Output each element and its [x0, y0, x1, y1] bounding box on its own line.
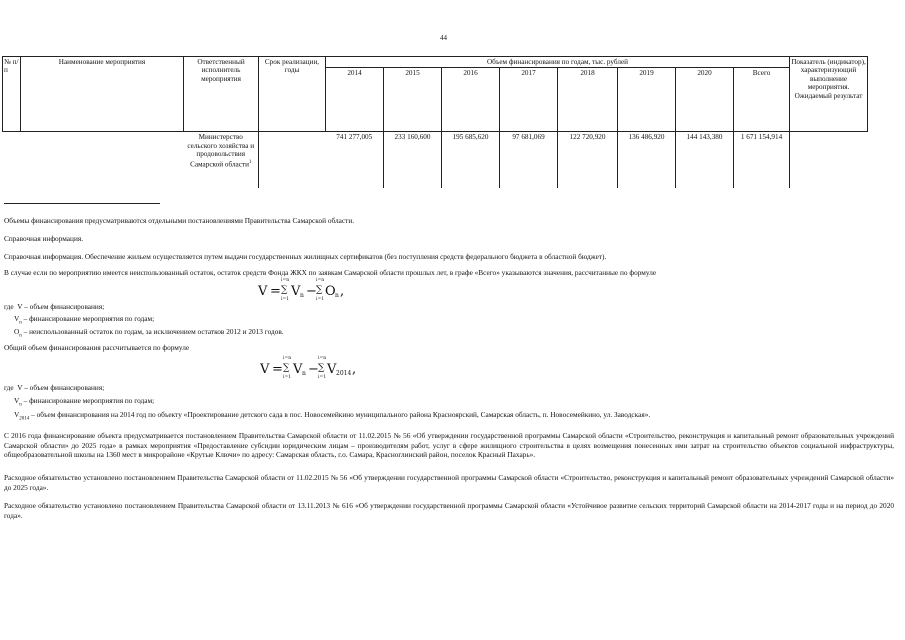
def-vn-2: $V_n$ – финансирование мероприятия по годам; — [14, 396, 155, 408]
row-value: 136 486,920 — [618, 132, 676, 188]
def-vn-1: $V_n$ – финансирование мероприятия по годам; — [14, 314, 155, 326]
row-total: 1 671 154,914 — [734, 132, 790, 188]
row-value: 195 685,620 — [442, 132, 500, 188]
header-year: 2020 — [676, 68, 734, 132]
financing-table — [2, 56, 868, 188]
header-event-name: Наименование мероприятия — [21, 57, 184, 132]
header-financing: Объем финансирования по годам, тыс. рублей — [326, 57, 790, 68]
formula-1: V = i=n ∑ i=1 V n − i=n ∑ i=1 O n , — [258, 278, 345, 302]
paragraph-funding-2016: С 2016 года финансирование объекта предусматривается постановлением Правительства Самарской области от 11.02.2015 № 56 «Об утверждении государственной программы Самарской области «Строительство, реконструкция и капитальный ремонт образовательных учреждений Самарской области» до 2025 года» в рамках мероприятия «Предоставление субсидии юридическим лицам – производителям работ, услуг в сфере жилищного строительства в целях возмещения понесенных ими затрат на строительство объектов социальной инфраструктуры, общеобразовательной школы на 1360 мест в микрорайоне «Крутые Ключи» по адресу: Самарская область, г.о. Самара, Красноглинский район, поселок Красный Пахарь». — [4, 431, 894, 459]
header-total: Всего — [734, 68, 790, 132]
header-executor: Ответственный исполнитель мероприятия — [184, 57, 259, 132]
footnote-divider — [4, 203, 160, 204]
note-total-formula: Общий объем финансирования рассчитывается по формуле — [4, 343, 190, 352]
page-number: 44 — [440, 34, 447, 42]
formula-2: V = i=n ∑ i=1 V n − i=n ∑ i=1 V 2014 , — [260, 356, 357, 380]
header-year: 2016 — [442, 68, 500, 132]
header-year: 2015 — [384, 68, 442, 132]
row-value: 144 143,380 — [676, 132, 734, 188]
header-year: 2018 — [558, 68, 618, 132]
paragraph-obligation-56: Расходное обязательство установлено постановлением Правительства Самарской области от 11.02.2015 № 56 «Об утверждении государственной программы Самарской области «Строительство, реконструкция и капитальный ремонт образовательных учреждений Самарской области» до 2025 года». — [4, 473, 894, 492]
header-term: Срок реализации, годы — [259, 57, 326, 132]
row-value: 233 160,600 — [384, 132, 442, 188]
note-financing: Объемы финансирования предусматриваются отдельными постановлениями Правительства Самарской области. — [4, 216, 355, 225]
note-housing: Справочная информация. Обеспечение жильем осуществляется путем выдачи государственных жилищных сертификатов (без поступления средств федерального бюджета в областной бюджет). — [4, 252, 607, 261]
paragraph-obligation-616: Расходное обязательство установлено постановлением Правительства Самарской области от 13.11.2013 № 616 «Об утверждении государственной программы Самарской области «Устойчивое развитие сельских территорий Самарской области на 2014-2017 годы и на период до 2020 года». — [4, 501, 894, 520]
row-value: 97 681,069 — [500, 132, 558, 188]
header-year: 2019 — [618, 68, 676, 132]
header-year: 2014 — [326, 68, 384, 132]
row-executor: Министерство сельского хозяйства и продовольствия Самарской области$^1$ — [184, 132, 259, 188]
header-indicator: Показатель (индикатор), характеризующий выполнение мероприятия. Ожидаемый результат — [790, 57, 868, 132]
header-year: 2017 — [500, 68, 558, 132]
def-on: $O_n$ – неиспользованный остаток по годам, за исключением остатков 2012 и 2013 годов. — [14, 327, 284, 339]
row-value: 741 277,005 — [336, 133, 373, 142]
where-label-1: где V – объем финансирования; — [4, 302, 105, 311]
row-value: 122 720,920 — [558, 132, 618, 188]
def-v2014: $V_{2014}$ – объем финансирования на 2014 год по объекту «Проектирование детского сада в пос. Новосемейкино муниципального района Красноярский, Самарская область, п. Новосемейкино, ул. Заводская». — [14, 410, 651, 422]
note-formula-intro: В случае если по мероприятию имеется неиспользованный остаток, остаток средств Фонда ЖКХ по заявкам Самарской области прошлых лет, в графе «Всего» указываются значения, рассчитанные по формуле — [4, 268, 657, 277]
note-reference: Справочная информация. — [4, 234, 84, 243]
header-num: № п/п — [3, 57, 21, 132]
where-label-2: где V – объем финансирования; — [4, 383, 105, 392]
